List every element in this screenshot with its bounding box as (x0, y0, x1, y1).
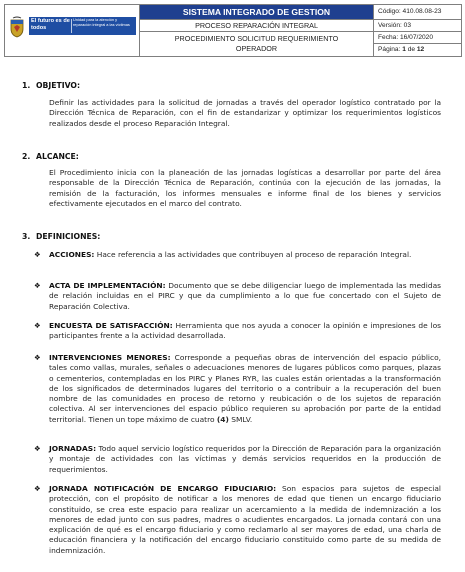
definition-intervenciones-menores (49, 353, 441, 425)
section-title: ALCANCE: (36, 152, 79, 161)
definition-text: Herramienta que nos ayuda a conocer la opinión e impresiones de los participantes frente a la actividad desarrollada. (49, 321, 441, 341)
definition-bold-value: (4) (216, 414, 229, 424)
definition-text: Son espacios para sujetos de especial protección, con el propósito de notificar a los menores de edad que tienen un encargo fiduciario constituido, se crea este espacio para realizar un acercamiento a la medida de indemnización a los menores de edad junto con sus padres, madres o acudientes encargados. La jornada contará con una explicación de qué es el encargo fiduciario y como reclamarlo al ser mayores de edad, una charla de educación financiera y la notificación del encargo fiduciario constituido como parte de su medida de indemnización. (49, 484, 441, 555)
definition-acta-implementacion (49, 281, 441, 312)
bullet-icon: ❖ (34, 353, 41, 362)
section-title: DEFINICIONES: (36, 232, 101, 241)
page-number (374, 43, 461, 56)
procedure-line-2: OPERADOR (235, 43, 278, 53)
section-objetivo-heading (22, 81, 80, 90)
logo-right-text: Unidad para la atención y reparación integral a las víctimas (73, 17, 130, 27)
section-title: OBJETIVO: (36, 81, 81, 90)
definition-term: INTERVENCIONES MENORES: (49, 353, 171, 362)
definition-text: Todo aquel servicio logístico requeridos por la Dirección de Reparación para la organización y montaje de actividades con las víctimas y demás servicios requeridos en la producción de requerimientos. (49, 444, 441, 474)
definition-text: Corresponde a pequeñas obras de intervención del espacio público, tales como vallas, murales, señales o adecuaciones menores de lugares públicos como parques, plazas o cementerios, contempladas en los PIRC y Planes RYR, las cuales están orientadas a la transformación de los significados de determinados lugares del territorio o a contribuir a la recuperación del buen nombre de las comunidades en proceso de retorno y reubicación o de los sujetos de reparación colectiva. Al ser intervenciones del espacio público requieren su aprobación por parte de la entidad territorial. Tienen un tope máximo de cuatro (49, 353, 441, 424)
bullet-icon: ❖ (34, 250, 41, 259)
section-alcance-heading (22, 152, 79, 161)
header-middle (140, 5, 373, 56)
bullet-icon: ❖ (34, 281, 41, 290)
section-definiciones-heading (22, 232, 100, 241)
definition-jornadas (49, 444, 441, 475)
section-alcance-text: El Procedimiento inicia con la planeación de las jornadas logísticas a desarrollar por parte del área responsable de la Dirección Técnica de Reparación, continúa con la ejecución de las jornadas, la remisión de la facturación, los informes mensuales e informe final de los bienes y servicios efectivamente ejecutados en el marco del contrato. (49, 168, 441, 208)
page-current: 1 (402, 46, 406, 53)
header-right (373, 5, 461, 56)
document-header (4, 4, 462, 57)
definition-text: Hace referencia a las actividades que contribuyen al proceso de reparación Integral. (94, 250, 412, 259)
definition-jornada-notificacion (49, 484, 441, 556)
section-number: 2. (22, 152, 31, 161)
bullet-icon: ❖ (34, 444, 41, 453)
document-version: Versión: 03 (374, 19, 461, 31)
logo-left-text: El futuro es de todos (31, 18, 70, 31)
logo-cell (5, 5, 140, 56)
system-title: SISTEMA INTEGRADO DE GESTION (140, 5, 373, 19)
definition-term: JORNADA NOTIFICACIÓN DE ENCARGO FIDUCIARIO: (49, 484, 277, 493)
definition-term: ACTA DE IMPLEMENTACIÓN: (49, 281, 166, 290)
page-prefix: Página: (378, 46, 403, 53)
definition-term: ACCIONES: (49, 250, 95, 259)
document-code: Código: 410.08.08-23 (378, 8, 442, 15)
document-date: Fecha: 16/07/2020 (374, 31, 461, 43)
page-total: 12 (416, 46, 425, 53)
section-number: 1. (22, 81, 31, 90)
bullet-icon: ❖ (34, 484, 41, 493)
section-number: 3. (22, 232, 31, 241)
procedure-line-1: PROCEDIMIENTO SOLICITUD REQUERIMIENTO (174, 34, 339, 43)
government-logo (29, 17, 136, 35)
procedure-name (140, 31, 373, 56)
bullet-icon: ❖ (34, 321, 41, 330)
section-objetivo-text: Definir las actividades para la solicitud de jornadas a través del operador logístico contratado por la Dirección Técnica de Reparación, con el fin de estandarizar y optimizar los requerimientos logísticos realizados desde el proceso Reparación Integral. (49, 98, 441, 128)
page-of: de (405, 46, 417, 53)
definition-encuesta-satisfaccion (49, 321, 441, 342)
definition-term: ENCUESTA DE SATISFACCIÓN: (49, 321, 173, 330)
process-name: PROCESO REPARACIÓN INTEGRAL (140, 19, 373, 31)
colombia-crest-icon (9, 16, 25, 38)
definition-text: Documento que se debe diligenciar luego de implementada las medidas de relación incluidas en el PIRC y que da cumplimiento a lo que fue concertado con el Sujeto de Reparación Colectiva. (49, 281, 441, 311)
definition-term: JORNADAS: (49, 444, 97, 453)
definition-text-end: SMLV. (228, 414, 253, 424)
logo-divider (71, 19, 72, 33)
definition-acciones (49, 250, 441, 260)
